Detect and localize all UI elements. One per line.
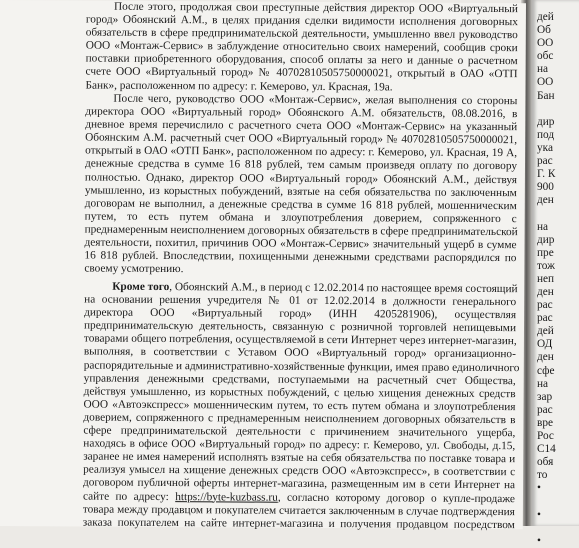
text-line: на основании решения учредителя № 01 от 12.02.2014 в должности генерального xyxy=(84,293,517,309)
text-line: предпринимательскую деятельность, связанную с розничной торговлей непищевыми xyxy=(83,319,517,335)
text-line: город» Обоянский А.М., в целях придания сделки видимости исполнения договорных xyxy=(85,13,518,29)
text-line: 16 818 рублей. Впоследствии, похищенными денежными средствами распорядился по xyxy=(84,249,517,265)
text-line: путем, то есть путем обмана и злоупотребления доверием, сопряженного с xyxy=(84,210,517,226)
text-line: товара между продавцом и покупателем считается заключенным в случае подтверждения xyxy=(82,503,515,518)
text-line: ООО «Монтаж-Сервис» в заблуждение относительно своих намерений, сообщив сроки xyxy=(85,39,518,55)
site-suffix: , согласно которому договор о купле-продаже xyxy=(277,491,516,505)
next-page-text xyxy=(537,11,556,548)
next-page-fragment: С14 xyxy=(537,443,556,456)
next-page-fragment: рас xyxy=(537,299,553,312)
next-page-fragment: на xyxy=(537,220,549,233)
next-page-fragment: на xyxy=(537,63,549,76)
text-line: распорядительные и административно-хозяйственные функции, имея право единоличного xyxy=(83,359,520,374)
next-page-fragment: неп xyxy=(537,272,555,285)
next-page-fragment: ука xyxy=(537,141,553,154)
next-page-fragment: ден xyxy=(537,351,554,364)
next-page-fragment: тож xyxy=(537,259,555,272)
next-page-fragment: обс xyxy=(537,50,554,63)
next-page-fragment: то xyxy=(537,469,548,482)
text-line: товарами общего потребления, осуществляемой в сети Интернет через интернет-магазин, xyxy=(83,332,517,348)
text-line: действуя умышленно, из корыстных побуждений, с целью хищения денежных средств xyxy=(83,385,516,400)
text-line: дневное время перечислило с расчетного счета ООО «Монтаж-Сервис» на указанный xyxy=(85,118,518,134)
next-page-fragment: дей xyxy=(537,325,554,338)
next-page-fragment: вре xyxy=(537,416,553,429)
next-page-fragment: сфе xyxy=(537,364,555,377)
lead-line-rest: , Обоянский А.М., в период с 12.02.2014 по настоящее время состоящий xyxy=(169,281,518,296)
next-page-fragment: пре xyxy=(537,246,554,259)
text-line: открытый в ОАО «ОТП Банк», расположенном по адресу: г. Кемерово, ул. Красная, 19 А, xyxy=(85,144,518,160)
text-line: преднамеренным неисполнением договорных обязательств в сфере предпринимательской xyxy=(84,223,518,239)
next-page-fragment: ден xyxy=(537,194,554,207)
text-line: Банк», расположенном по адресу: г. Кемерово, ул. Красная, 19а. xyxy=(85,79,393,93)
text-line: заранее не имея намерений исполнять взятые на себя обязательства по поставке товара и xyxy=(83,450,516,466)
text-line: доверием, сопряженного с преднамеренным неисполнением договорных обязательств в xyxy=(83,411,516,427)
next-page-fragment: Рос xyxy=(537,430,554,442)
next-page-fragment xyxy=(537,522,556,535)
site-prefix: сайте по адресу: xyxy=(82,490,176,503)
text-line: Обоянским А.М. расчетный счет ООО «Виртуальный город» № 40702810505750000021, xyxy=(85,131,518,147)
next-page-fragment: ден xyxy=(537,285,554,298)
text-line: директора ООО «Виртуальный город» (ИНН 4205281906), осуществляя xyxy=(84,306,517,322)
next-page-fragment: рас xyxy=(537,312,553,325)
next-page-fragment: на xyxy=(537,377,549,390)
next-page-fragment: ОО xyxy=(537,76,554,89)
next-page-fragment: ОД xyxy=(537,338,553,351)
text-line: денежные средства в сумме 16 818 рублей, тем самым произведя оплату по договору xyxy=(84,157,518,173)
text-line: умышленно, из корыстных побуждений, взятые на себя обязательства по заключенным xyxy=(84,184,517,199)
text-line: реализуя умысел на хищение денежных средств ООО «Автоэкспресс», в соответствии с xyxy=(83,463,516,479)
text-line: выполняя, в соответствии с Уставом ООО «Виртуальный город» организационно- xyxy=(83,345,516,361)
text-line: После этого, продолжая свои преступные действия директор ООО «Виртуальный xyxy=(113,0,518,16)
text-line: договорам не выполнил, а денежные средства в сумме 16 818 рублей, мошенническим xyxy=(84,197,517,212)
next-page-fragment: рас xyxy=(537,155,553,168)
lead-bold-text: Кроме того xyxy=(112,280,170,294)
next-page-fragment xyxy=(537,207,556,220)
text-line: сфере предпринимательской деятельности с причинением значительного ущерба, xyxy=(83,424,516,440)
text-line: обязательств в сфере предпринимательской деятельности, умышленно ввел руководство xyxy=(85,26,518,42)
text-line: находясь в офисе ООО «Виртуальный город» по адресу: г. Кемерово, ул. Свободы, д.15, xyxy=(83,437,516,453)
text-line: заказа покупателем на сайте интернет-магазина и получения продавцом посредством xyxy=(82,516,515,531)
next-page-fragment xyxy=(537,495,556,508)
next-page-fragment: дир xyxy=(537,115,555,128)
next-page-fragment: 900 xyxy=(537,181,554,194)
text-line: договором публичной оферты интернет-магазина, размещенным им в сети Интернет на xyxy=(83,476,516,492)
next-page-fragment: • xyxy=(537,534,541,547)
next-page-fragment: дей xyxy=(537,11,554,23)
next-page-fragment: • xyxy=(537,508,541,521)
text-line: управления денежными средствами, поступаемыми на расчетный счет Общества, xyxy=(83,372,516,387)
text-line: ООО «Автоэкспресс» мошенническим путем, то есть путем обмана и злоупотребления xyxy=(83,398,516,414)
next-page-fragment: зар xyxy=(537,390,553,403)
next-page-fragment xyxy=(537,103,556,116)
next-page-fragment: дир xyxy=(537,233,555,246)
text-line: директора ООО «Виртуальный город» Обоянского А.М. обязательств, 08.08.2016, в xyxy=(85,105,518,121)
site-link[interactable]: https://byte-kuzbass.ru xyxy=(175,490,278,504)
next-page-fragment: под xyxy=(537,128,555,141)
next-page-fragment: обя xyxy=(537,456,554,469)
next-page-fragment: Г. К xyxy=(537,168,556,181)
paragraph-2 xyxy=(84,93,517,279)
next-page-edge xyxy=(532,0,579,547)
next-page-fragment: ОО xyxy=(537,37,554,50)
text-line: деятельности, похитил, причинив ООО «Монтаж-Сервис» значительный ущерб в сумме xyxy=(84,236,517,252)
next-page-fragment: рас xyxy=(537,403,553,416)
text-line: счете ООО «Виртуальный город» № 40702810505750000021, открытый в ОАО «ОТП xyxy=(85,65,518,81)
paragraph-3 xyxy=(82,280,520,532)
text-line: полностью. Однако, директор ООО «Виртуальный город» Обоянский А.М., действуя xyxy=(84,171,517,186)
next-page-fragment: Об xyxy=(537,24,551,37)
text-line: своему усмотрению. xyxy=(84,262,184,276)
paragraph-1 xyxy=(85,1,518,95)
next-page-fragment: • xyxy=(537,482,541,495)
text-line: После чего, руководство ООО «Монтаж-Сервис», желая выполнения со стороны xyxy=(113,92,518,108)
next-page-fragment: Бан xyxy=(537,89,555,102)
text-line: поставки приобретенного оборудования, способ оплаты за него и данные о расчетном xyxy=(85,52,518,68)
